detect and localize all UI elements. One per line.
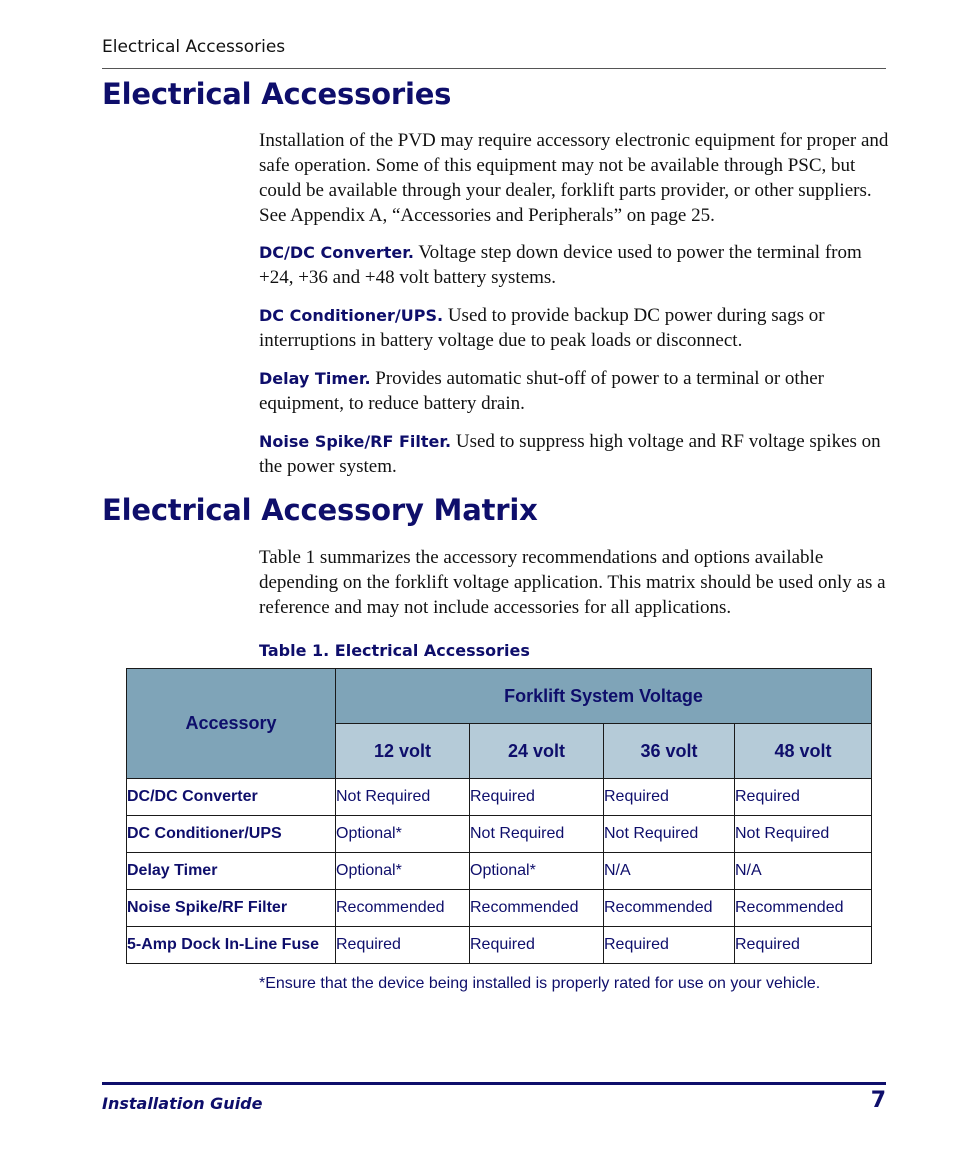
definition-dc-dc-converter bbox=[259, 240, 889, 290]
accessory-matrix-table bbox=[126, 668, 872, 964]
table-row bbox=[127, 853, 872, 890]
table-cell: Optional* bbox=[336, 853, 470, 890]
definition-dc-conditioner-ups bbox=[259, 303, 889, 353]
table-cell: Required bbox=[735, 927, 872, 964]
table-cell: Required bbox=[336, 927, 470, 964]
header-rule bbox=[102, 68, 886, 69]
definition-term: DC/DC Converter. bbox=[259, 243, 414, 262]
table-row bbox=[127, 890, 872, 927]
table-cell: Recommended bbox=[604, 890, 735, 927]
definition-text: Provides automatic shut-off of power to a terminal or other equipment, to reduce battery drain. bbox=[259, 368, 824, 414]
definition-delay-timer bbox=[259, 366, 889, 416]
table-cell: Optional* bbox=[336, 816, 470, 853]
definition-noise-spike-rf-filter bbox=[259, 429, 889, 479]
table-cell: Required bbox=[470, 927, 604, 964]
table-cell: Not Required bbox=[336, 779, 470, 816]
table-cell: Not Required bbox=[735, 816, 872, 853]
accessory-name: DC/DC Converter bbox=[127, 779, 336, 816]
definition-text: Voltage step down device used to power the terminal from +24, +36 and +48 volt battery systems. bbox=[259, 242, 862, 288]
table-cell: Recommended bbox=[735, 890, 872, 927]
running-header: Electrical Accessories bbox=[102, 37, 286, 57]
table-cell: N/A bbox=[604, 853, 735, 890]
header-48-volt: 48 volt bbox=[735, 724, 872, 779]
definition-text: Used to provide backup DC power during sags or interruptions in battery voltage due to peak loads or disconnect. bbox=[259, 305, 825, 351]
accessory-name: Noise Spike/RF Filter bbox=[127, 890, 336, 927]
definition-term: Noise Spike/RF Filter. bbox=[259, 432, 452, 451]
table-cell: Not Required bbox=[470, 816, 604, 853]
definition-term: Delay Timer. bbox=[259, 369, 371, 388]
table-cell: Required bbox=[604, 927, 735, 964]
accessory-name: Delay Timer bbox=[127, 853, 336, 890]
footer-rule bbox=[102, 1082, 886, 1085]
table-cell: Not Required bbox=[604, 816, 735, 853]
header-12-volt: 12 volt bbox=[336, 724, 470, 779]
table-row bbox=[127, 927, 872, 964]
table-cell: Optional* bbox=[470, 853, 604, 890]
intro-paragraph: Installation of the PVD may require accessory electronic equipment for proper and safe operation. Some of this equipment may not be available through PSC, but could be available through your dealer, forklift parts provider, or other suppliers. See Appendix A, “Accessories and Peripherals” on page 25. bbox=[259, 130, 889, 226]
accessory-name: 5-Amp Dock In-Line Fuse bbox=[127, 927, 336, 964]
table-header-row bbox=[127, 669, 872, 724]
table-cell: Recommended bbox=[470, 890, 604, 927]
table-cell: Recommended bbox=[336, 890, 470, 927]
table-cell: Required bbox=[735, 779, 872, 816]
header-36-volt: 36 volt bbox=[604, 724, 735, 779]
definition-term: DC Conditioner/UPS. bbox=[259, 306, 444, 325]
accessory-name: DC Conditioner/UPS bbox=[127, 816, 336, 853]
table-footnote: *Ensure that the device being installed is properly rated for use on your vehicle. bbox=[259, 975, 821, 992]
table-cell: N/A bbox=[735, 853, 872, 890]
accessory-column-header: Accessory bbox=[127, 669, 336, 779]
page-number: 7 bbox=[870, 1088, 886, 1113]
table-cell: Required bbox=[604, 779, 735, 816]
section-heading-accessory-matrix: Electrical Accessory Matrix bbox=[102, 493, 538, 527]
table-cell: Required bbox=[470, 779, 604, 816]
header-24-volt: 24 volt bbox=[470, 724, 604, 779]
voltage-group-header: Forklift System Voltage bbox=[336, 669, 872, 724]
table-caption: Table 1. Electrical Accessories bbox=[259, 641, 530, 660]
definition-text: Used to suppress high voltage and RF voltage spikes on the power system. bbox=[259, 431, 881, 477]
table-row bbox=[127, 779, 872, 816]
table-row bbox=[127, 816, 872, 853]
section-heading-electrical-accessories: Electrical Accessories bbox=[102, 77, 452, 111]
matrix-intro-paragraph: Table 1 summarizes the accessory recommendations and options available depending on the forklift voltage application. This matrix should be used only as a reference and may not include accessories for all applications. bbox=[259, 547, 886, 618]
footer-title: Installation Guide bbox=[102, 1094, 263, 1113]
